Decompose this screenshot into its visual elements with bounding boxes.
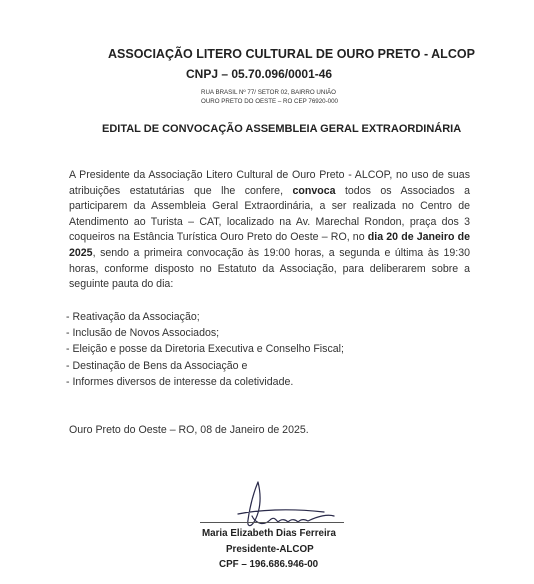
body-text-part-2: todos os Associados a participarem da Assembleia Geral Extraordinária, a ser realizada no Centro de Atendimento ao Turista – CAT, localizado na Av. Marechal Rondon, praça dos 3 coqueiros na Estância Turística Ouro Preto do Oeste – RO, no [69, 184, 470, 244]
body-emphasis-convoca: convoca [292, 184, 336, 197]
agenda-item: - Eleição e posse da Diretoria Executiva e Conselho Fiscal; [66, 343, 344, 356]
body-text-part-1: A Presidente da Associação Litero Cultural de Ouro Preto - ALCOP, no uso de suas atribuições estatutárias que lhe confere, [69, 169, 470, 197]
body-emphasis-date: dia 20 de Janeiro de 2025 [69, 231, 470, 259]
body-text-part-3: , sendo a primeira convocação às 19:00 horas, a segunda e última às 19:30 horas, conforme disposto no Estatuto da Associação, para deliberarem sobre a seguinte pauta do dia: [69, 246, 470, 291]
address-line-1: RUA BRASIL Nº 77/ SETOR 02, BAIRRO UNIÃO [201, 89, 336, 96]
place-and-date: Ouro Preto do Oeste – RO, 08 de Janeiro de 2025. [69, 424, 309, 436]
signer-name: Maria Elizabeth Dias Ferreira [202, 528, 336, 539]
cnpj-number: CNPJ – 05.70.096/0001-46 [186, 67, 333, 81]
organization-name: ASSOCIAÇÃO LITERO CULTURAL DE OURO PRETO - ALCOP [108, 47, 475, 61]
agenda-item: - Informes diversos de interesse da coletividade. [66, 375, 294, 388]
signature-line [200, 522, 344, 523]
agenda-item: - Inclusão de Novos Associados; [66, 327, 220, 340]
agenda-item: - Reativação da Associação; [66, 311, 200, 323]
signer-cpf: CPF – 196.686.946-00 [219, 559, 319, 570]
convocation-paragraph [69, 168, 470, 293]
address-line-2: OURO PRETO DO OESTE – RO CEP 76920-000 [201, 98, 338, 105]
agenda-list [66, 309, 344, 390]
signer-role: Presidente-ALCOP [226, 544, 314, 555]
document-title: EDITAL DE CONVOCAÇÃO ASSEMBLEIA GERAL EXTRAORDINÁRIA [102, 123, 462, 135]
agenda-item: - Destinação de Bens da Associação e [66, 359, 248, 372]
